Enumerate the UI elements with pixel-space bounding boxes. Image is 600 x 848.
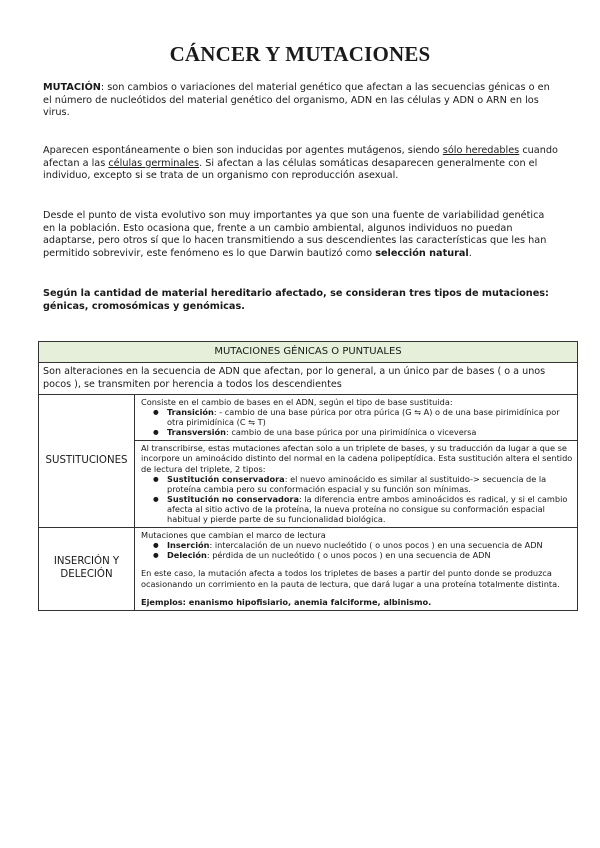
row-label-sustituciones: SUSTITUCIONES: [39, 395, 135, 528]
insercion-lead: Mutaciones que cambian el marco de lectura: [141, 530, 326, 541]
item-term: Transversión: [167, 427, 227, 438]
sustituciones-part1: [135, 395, 577, 441]
item-term: Inserción: [167, 540, 210, 551]
item-text: : - cambio de una base púrica por otra púrica (G ⇋ A) o de una base pirimidínica por otra pirimidínica (C ⇋ T): [167, 407, 560, 428]
mutations-table: [38, 341, 578, 611]
paragraph-origin: [43, 145, 558, 183]
paragraph-types: Según la cantidad de material hereditario afectado, se consideran tres tipos de mutaciones: génicas, cromosómicas y genómicas.: [43, 288, 549, 312]
item-text: : el nuevo aminoácido es similar al sustituido-> secuencia de la proteína cambia pero su conformación espacial y su función son mínimas.: [167, 473, 547, 494]
part2-list: [141, 474, 575, 524]
sustituciones-part2: [135, 441, 577, 527]
part2-lead: Al transcribirse, estas mutaciones afectan solo a un triplete de bases, y su traducción da lugar a que se incorpore un aminoácido distinto del normal en la cadena polipeptídica. Esta sustitución altera el sentido de lectura del triplete, 2 tipos:: [141, 443, 573, 474]
item-term: Sustitución conservadora: [167, 473, 285, 484]
paragraph-evolution: [43, 210, 558, 260]
item-text: : la diferencia entre ambos aminoácidos es radical, y si el cambio afecta al sitio activo de la proteína, la nueva proteína no consigue su conformación espacial habitual y pierde parte de su funcionalidad biológica.: [167, 493, 568, 525]
item-text: : cambio de una base púrica por una pirimidínica o viceversa: [226, 427, 477, 438]
row-content-insercion: [135, 528, 578, 611]
table-intro-row: [39, 363, 578, 395]
item-text: : intercalación de un nuevo nucleótido ( o unos pocos ) en una secuencia de ADN: [209, 540, 543, 551]
row-label-insercion: INSERCIÓN Y DELECIÓN: [39, 528, 135, 611]
list-item: [167, 494, 575, 524]
part1-list: [141, 407, 575, 437]
list-item: [167, 407, 575, 427]
item-text: : pérdida de un nucleótido ( o unos pocos ) en una secuencia de ADN: [206, 550, 491, 561]
table-header-row: [39, 342, 578, 363]
paragraph-definition: [43, 82, 558, 120]
definition-text: : son cambios o variaciones del material genético que afectan a las secuencias génicas o en el número de nucleótidos del material genético del organismo, ADN en las células y ADN o ARN en los virus.: [43, 82, 550, 119]
row-content-sustituciones: [135, 395, 578, 528]
table-row-insercion: [39, 528, 578, 611]
page-title: CÁNCER Y MUTACIONES: [169, 42, 431, 66]
term-mutacion: MUTACIÓN: [43, 82, 101, 93]
origin-text-c: . Si afectan a las células somáticas desaparecen generalmente con el individuo, excepto si se trata de un organismo con reproducción asexual.: [43, 157, 538, 182]
insercion-examples: Ejemplos: enanismo hipofisiario, anemia falciforme, albinismo.: [141, 596, 432, 607]
origin-text-b: cuando afectan a las: [43, 145, 558, 169]
list-item: [167, 427, 575, 437]
origin-text-a: Aparecen espontáneamente o bien son inducidas por agentes mutágenos, siendo: [43, 145, 443, 156]
evolution-text: Desde el punto de vista evolutivo son muy importantes ya que son una fuente de variabilidad genética en la población. Esto ocasiona que, frente a un cambio ambiental, algunos individuos no puedan adaptarse, pero otros sí que lo hacen transmitiendo a sus descendientes las características que les han permitido sobrevivir, este fenómeno es lo que Darwin bautizó como: [43, 210, 547, 259]
spacer: [141, 589, 575, 597]
table-intro: Son alteraciones en la secuencia de ADN que afectan, por lo general, a un único par de bases ( o a unos pocos ), se transmiten por herencia a todos los descendientes: [39, 363, 578, 395]
spacer: [141, 560, 575, 568]
insercion-list: [141, 540, 575, 560]
item-term: Deleción: [167, 550, 207, 561]
evolution-end: .: [468, 247, 472, 259]
underlined-germinales: células germinales: [108, 157, 200, 169]
table-header: MUTACIONES GÉNICAS O PUNTUALES: [39, 342, 578, 363]
list-item: [167, 540, 575, 550]
underlined-heredables: sólo heredables: [442, 145, 520, 156]
item-term: Sustitución no conservadora: [167, 493, 300, 504]
term-seleccion-natural: selección natural: [375, 247, 469, 259]
part1-lead: Consiste en el cambio de bases en el ADN, según el tipo de base sustituida:: [141, 397, 453, 407]
list-item: [167, 550, 575, 560]
list-item: [167, 474, 575, 494]
table-row-sustituciones: [39, 395, 578, 528]
item-term: Transición: [167, 407, 214, 418]
insercion-note: En este caso, la mutación afecta a todos los tripletes de bases a partir del punto donde se produzca ocasionando un corrimiento en la pauta de lectura, que dará lugar a una proteína totalmente distinta.: [141, 568, 560, 589]
